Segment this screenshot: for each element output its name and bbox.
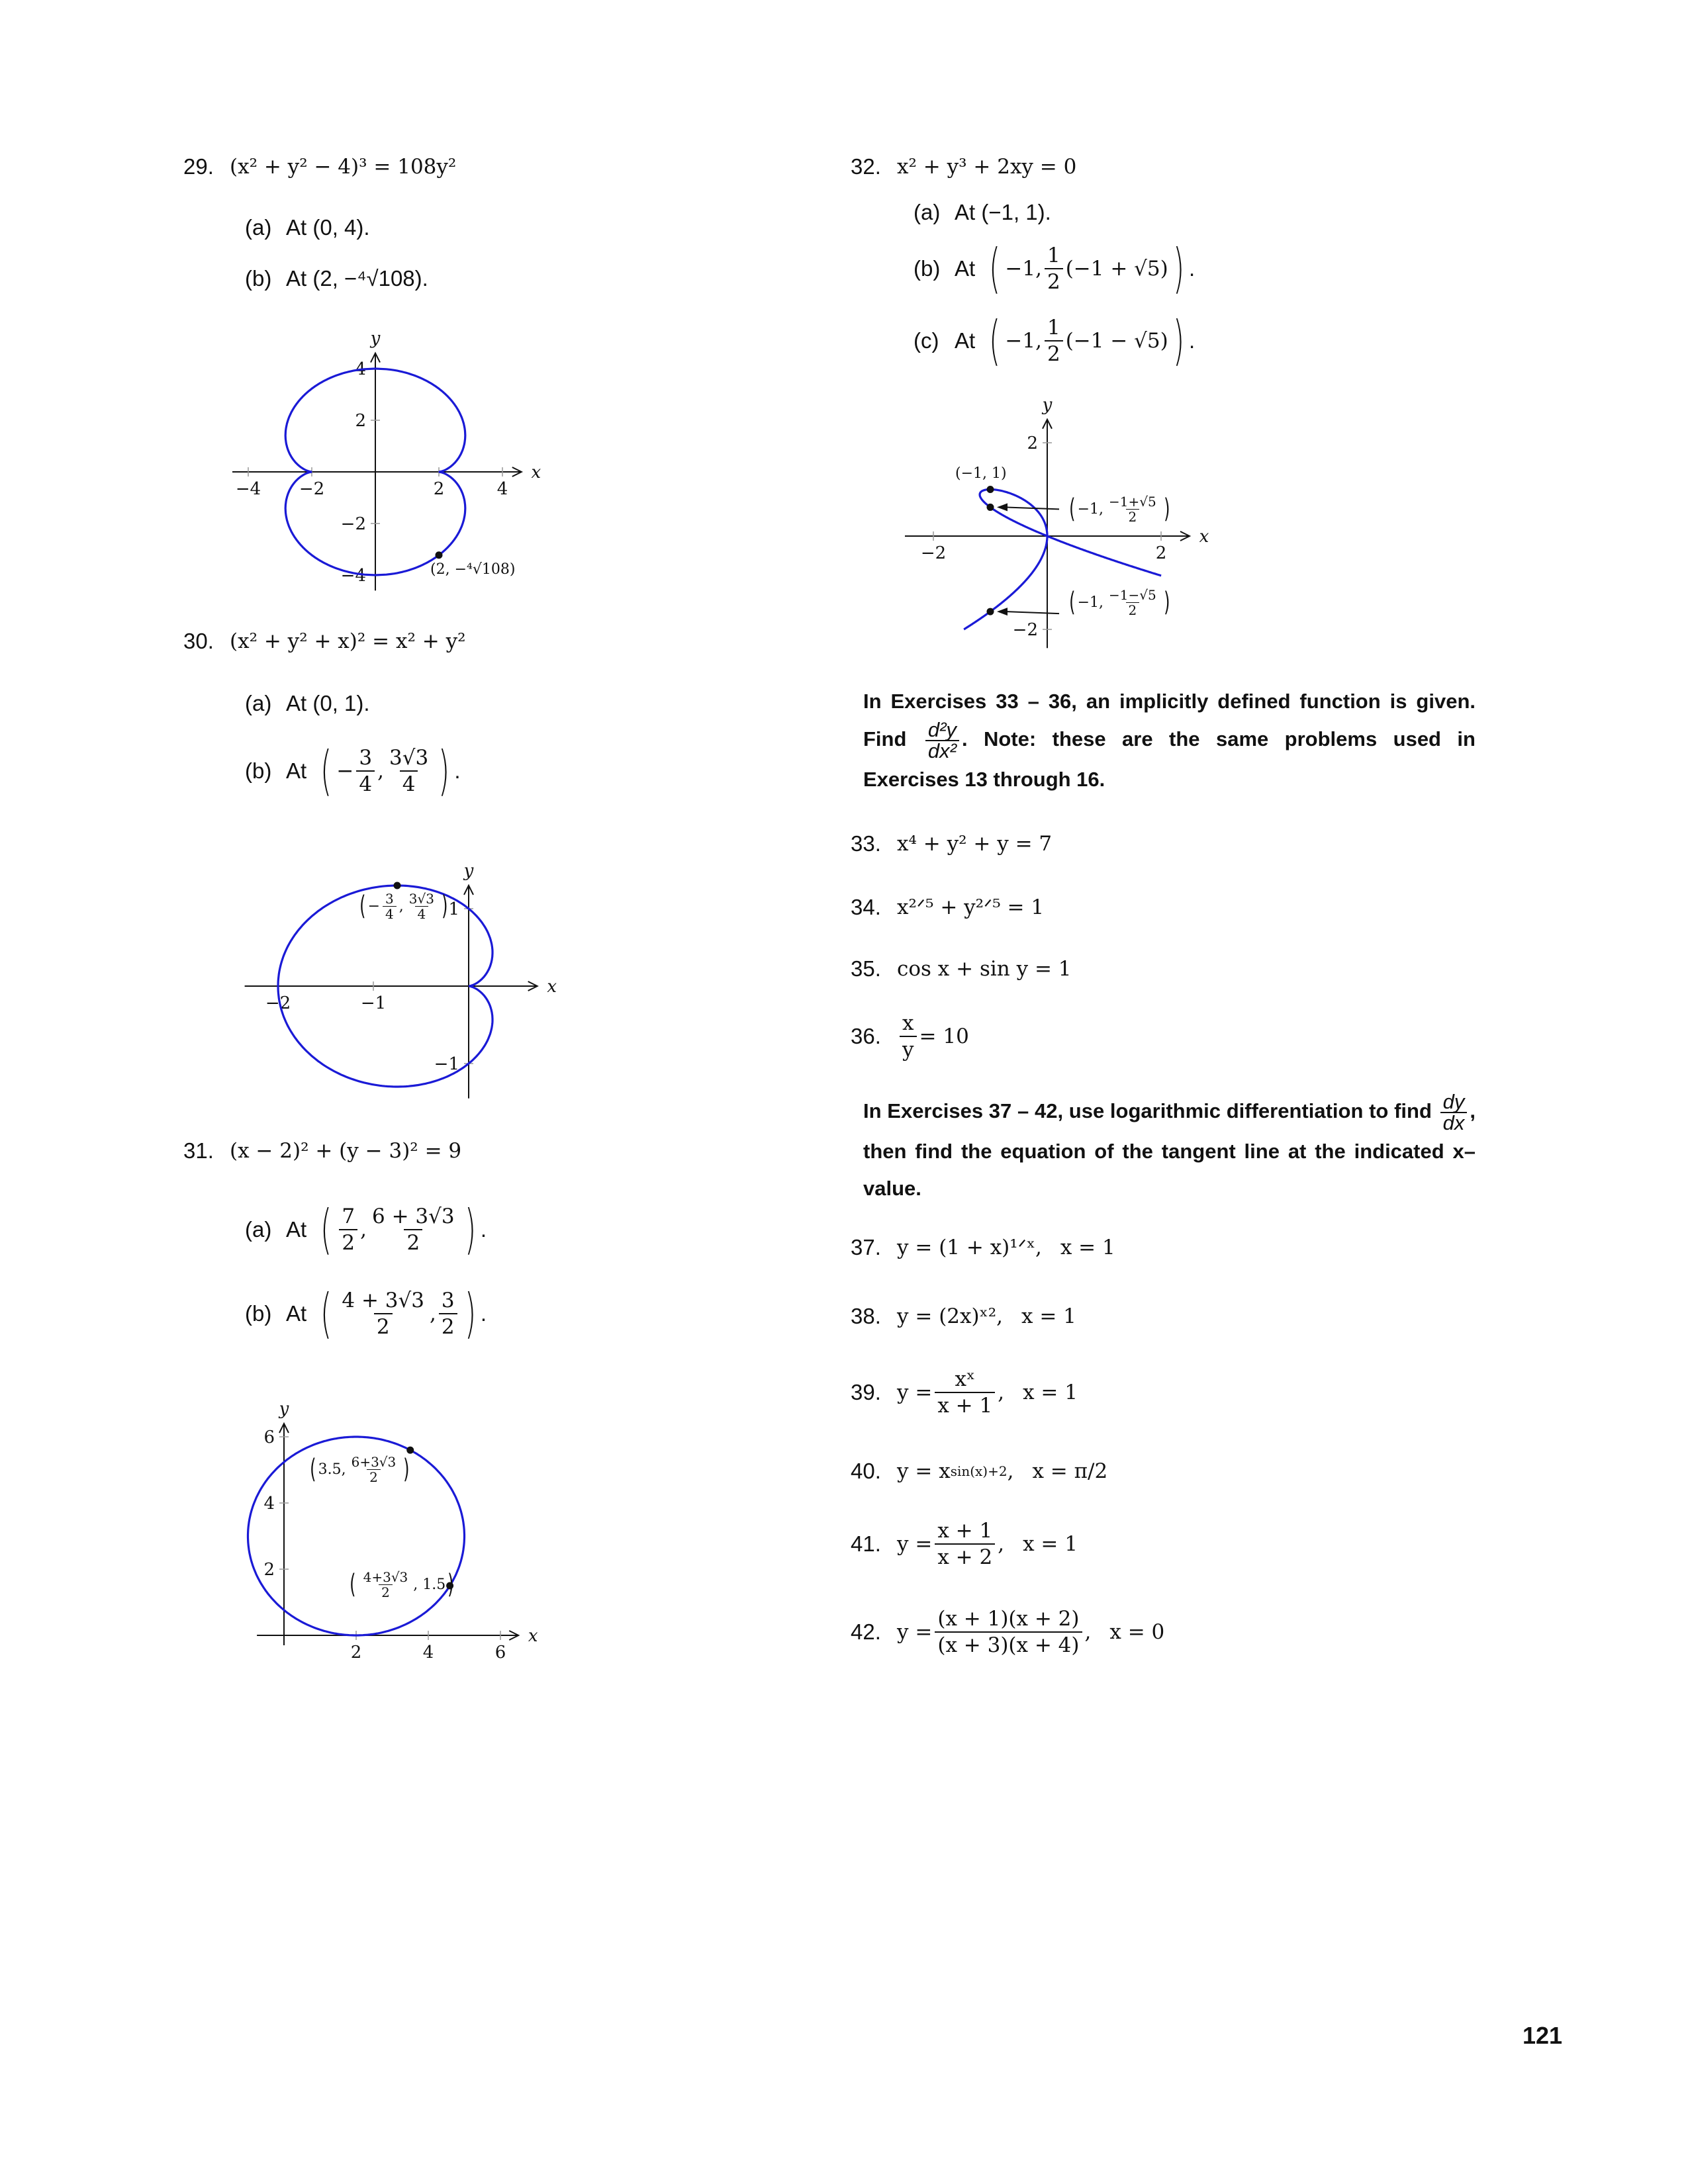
- denominator: 2: [379, 1584, 393, 1600]
- fraction: [356, 745, 375, 797]
- lhs: y =: [897, 1620, 933, 1644]
- numerator: 6+3√3: [351, 1453, 397, 1470]
- g30-point-label: [357, 890, 450, 922]
- x-coordinate: −1,: [1005, 257, 1042, 281]
- g31-x-tick-label: 6: [494, 1643, 506, 1662]
- equation: (x² + y² − 4)³ = 108y²: [230, 155, 457, 179]
- denominator: y: [900, 1036, 917, 1062]
- g29-x-tick-label: −2: [299, 479, 325, 499]
- exercise-29: [183, 154, 456, 180]
- left-paren: (: [320, 1283, 332, 1344]
- numerator: 4+3√3: [363, 1569, 408, 1585]
- exercise-32: [851, 154, 1076, 180]
- denominator: 4: [356, 770, 375, 797]
- exercise-number: 36.: [851, 1024, 881, 1048]
- denominator: 4: [400, 770, 418, 797]
- g32-arrow-line: [1006, 612, 1059, 614]
- comma: ,: [1007, 1459, 1014, 1483]
- equation: y = x: [897, 1459, 951, 1483]
- right-paren: ): [1172, 310, 1184, 371]
- fraction: [406, 891, 437, 921]
- exercise-38: [851, 1303, 1076, 1330]
- numerator: 3√3: [408, 890, 434, 907]
- right-paren: ): [464, 1199, 476, 1260]
- right-paren: ): [403, 1454, 410, 1484]
- numerator: (x + 1)(x + 2): [937, 1607, 1080, 1631]
- g31-point-label-2: [348, 1569, 456, 1600]
- x-coordinate: −1,: [1005, 329, 1042, 353]
- exponent: sin(x)+2: [950, 1463, 1008, 1479]
- x-value: x = 1: [1023, 1532, 1078, 1556]
- denominator: 4: [415, 906, 429, 921]
- numerator: −1−√5: [1109, 586, 1156, 603]
- exercise-number: 34.: [851, 895, 881, 919]
- part-text: At (2, −⁴√108).: [286, 266, 428, 291]
- numerator: dy: [1442, 1090, 1465, 1113]
- part-label: (a): [245, 215, 272, 240]
- part-label: (a): [245, 1217, 272, 1242]
- numerator: 6 + 3√3: [372, 1205, 455, 1228]
- g30-y-tick-label: 1: [448, 899, 459, 919]
- instruction-text: , then find the equation of the tangent line at the indicated x–value.: [863, 1099, 1476, 1200]
- at-text: At: [955, 328, 976, 353]
- instruction-text: . Note: these are the same problems used in Exercises 13 through 16.: [863, 727, 1476, 791]
- left-paren: (: [310, 1454, 316, 1484]
- numerator: 3: [359, 746, 373, 770]
- equation-rhs: = 10: [919, 1024, 969, 1048]
- exercise-30a: [245, 690, 370, 717]
- fraction: [349, 1455, 399, 1484]
- x-value: x = 1: [1060, 1236, 1115, 1259]
- g32-arrowhead-icon: [997, 608, 1008, 615]
- comma: ,: [998, 1532, 1005, 1556]
- exercise-42: [851, 1606, 1164, 1659]
- exercise-34: [851, 894, 1044, 921]
- exercise-29a: [245, 214, 370, 241]
- page-number: 121: [1523, 2022, 1563, 2049]
- g29-x-tick-label: 2: [433, 479, 445, 499]
- left-paren: (: [320, 1199, 332, 1260]
- part-label: (b): [245, 266, 272, 291]
- g29-point: [436, 551, 443, 559]
- g32-point-label-1: (−1, 1): [955, 465, 1007, 482]
- part-label: (b): [914, 256, 941, 281]
- exercise-32a: [914, 199, 1051, 226]
- g32-arrowhead-icon: [997, 503, 1008, 511]
- equation: y = (1 + x)¹ᐟˣ,: [897, 1236, 1042, 1259]
- fraction: [1106, 588, 1159, 617]
- period: .: [480, 1217, 487, 1242]
- exercise-number: 31.: [183, 1138, 214, 1163]
- exercise-33: [851, 831, 1052, 857]
- part-text: At (0, 4).: [286, 215, 370, 240]
- left-paren: (: [989, 310, 1001, 371]
- at-text: At: [955, 256, 976, 281]
- denominator: dx: [1440, 1112, 1468, 1133]
- exercise-number: 33.: [851, 831, 881, 856]
- part-label: (b): [245, 1301, 272, 1326]
- g30-point: [394, 882, 401, 889]
- left-paren: (: [320, 740, 332, 801]
- denominator: 2: [1045, 268, 1063, 295]
- g32-y-tick-label: 2: [1027, 433, 1038, 453]
- exercise-number: 40.: [851, 1459, 881, 1483]
- x-coordinate: −1,: [1077, 594, 1104, 611]
- g31-y-tick-label: 2: [263, 1560, 275, 1580]
- g29-y-tick-label: 2: [355, 411, 366, 431]
- left-paren: (: [359, 891, 366, 921]
- fraction: [935, 1606, 1082, 1658]
- period: .: [1188, 256, 1196, 281]
- exercise-32c: [914, 310, 1196, 371]
- exercise-30b: [245, 740, 461, 801]
- part-label: (a): [245, 691, 272, 715]
- lhs: y =: [897, 1381, 933, 1404]
- equation: y = (2x)ˣ²,: [897, 1304, 1004, 1328]
- x-value: x = 1: [1021, 1304, 1076, 1328]
- comma: ,: [360, 1218, 367, 1242]
- g32-point: [987, 504, 994, 511]
- right-paren: ): [438, 740, 450, 801]
- denominator: 2: [367, 1469, 381, 1484]
- fraction: [1045, 243, 1063, 295]
- second-derivative-fraction: [925, 720, 959, 761]
- numerator: 3√3: [389, 746, 429, 770]
- g29-x-tick-label: 4: [496, 479, 508, 499]
- g32-x-tick-label: 2: [1155, 543, 1167, 563]
- right-paren: ): [464, 1283, 476, 1344]
- g31-y-axis-label: y: [279, 1399, 289, 1419]
- factor: (−1 + √5): [1065, 257, 1168, 281]
- x-value: x = 0: [1109, 1620, 1165, 1644]
- lhs: y =: [897, 1532, 933, 1556]
- left-paren: (: [1069, 587, 1076, 617]
- denominator: 2: [374, 1313, 393, 1340]
- numerator: x: [902, 1011, 914, 1035]
- part-text: At (−1, 1).: [955, 200, 1051, 224]
- instructions-37-42: [863, 1092, 1476, 1207]
- period: .: [480, 1301, 487, 1326]
- numerator: x + 1: [937, 1519, 993, 1543]
- denominator: x + 1: [935, 1392, 995, 1418]
- g32-y-tick-label: −2: [1012, 620, 1038, 640]
- denominator: x + 2: [935, 1543, 995, 1570]
- g29-y-axis-label: y: [370, 328, 381, 349]
- at-text: At: [286, 1301, 307, 1326]
- exercise-number: 32.: [851, 154, 881, 179]
- g29-point-label: (2, −⁴√108): [430, 561, 516, 578]
- numerator: −1+√5: [1109, 493, 1156, 510]
- x-value: x = 1: [1023, 1381, 1078, 1404]
- g29-x-axis-label: x: [531, 463, 541, 482]
- exercise-30: [183, 628, 466, 655]
- numerator: d²y: [927, 718, 957, 741]
- right-paren: ): [1172, 238, 1184, 299]
- fraction: [439, 1288, 457, 1340]
- g29-y-tick-label: −2: [340, 514, 366, 534]
- g29-y-tick-label: 4: [355, 359, 366, 379]
- at-text: At: [286, 758, 307, 783]
- denominator: 2: [439, 1313, 457, 1340]
- numerator: 7: [342, 1205, 355, 1228]
- g29-x-tick-label: −4: [235, 479, 261, 499]
- fraction: [361, 1570, 411, 1600]
- equation: (x² + y² + x)² = x² + y²: [230, 629, 466, 653]
- numerator: 4 + 3√3: [342, 1289, 425, 1312]
- fraction: [369, 1204, 457, 1255]
- comma: ,: [998, 1381, 1005, 1404]
- comma: ,: [430, 1302, 436, 1326]
- fraction: [387, 745, 431, 797]
- fraction: [935, 1367, 995, 1418]
- numerator: 3: [441, 1289, 455, 1312]
- period: .: [454, 758, 461, 783]
- denominator: 2: [1126, 509, 1140, 524]
- exercise-31b: [245, 1283, 487, 1344]
- comma: ,: [1084, 1620, 1092, 1644]
- fraction: [935, 1518, 995, 1570]
- equation: (x − 2)² + (y − 3)² = 9: [230, 1139, 462, 1163]
- exercise-31a: [245, 1199, 487, 1260]
- g30-x-tick-label: −2: [265, 993, 291, 1013]
- denominator: (x + 3)(x + 4): [935, 1631, 1082, 1658]
- exercise-41: [851, 1518, 1078, 1570]
- numerator: xˣ: [955, 1367, 976, 1391]
- exercise-37: [851, 1234, 1115, 1261]
- right-paren: ): [1163, 494, 1170, 524]
- left-paren: (: [1069, 494, 1076, 524]
- g32-x-tick-label: −2: [920, 543, 947, 563]
- exercise-number: 41.: [851, 1531, 881, 1556]
- period: .: [1188, 328, 1196, 353]
- equation: x⁴ + y² + y = 7: [897, 832, 1053, 856]
- exercise-number: 37.: [851, 1235, 881, 1259]
- denominator: 4: [383, 906, 397, 921]
- instruction-text: In Exercises 33 – 36, an implicitly defined function is given. Find: [863, 690, 1476, 751]
- g31-point: [406, 1447, 414, 1454]
- exercise-35: [851, 956, 1072, 982]
- x-coordinate: −1,: [1077, 500, 1104, 518]
- exercise-number: 38.: [851, 1304, 881, 1328]
- g31-y-tick-label: 4: [263, 1494, 275, 1514]
- denominator: 2: [1126, 602, 1140, 617]
- part-label: (c): [914, 328, 939, 353]
- g31-y-tick-label: 6: [263, 1428, 275, 1447]
- factor: (−1 − √5): [1065, 329, 1168, 353]
- g30-y-axis-label: y: [463, 860, 474, 881]
- g32-point-label-2: [1067, 493, 1172, 525]
- left-paren: (: [350, 1569, 356, 1600]
- fraction: [1106, 494, 1159, 524]
- denominator: 2: [339, 1229, 357, 1255]
- exercise-number: 35.: [851, 956, 881, 981]
- instructions-33-36: [863, 683, 1476, 798]
- right-paren: ): [1163, 587, 1170, 617]
- g31-x-tick-label: 2: [350, 1643, 362, 1662]
- x-coordinate: 3.5,: [318, 1461, 346, 1478]
- g32-point: [987, 486, 994, 493]
- part-label: (b): [245, 758, 272, 783]
- exercise-number: 30.: [183, 629, 214, 653]
- g32-y-axis-label: y: [1042, 394, 1053, 415]
- g32-point-label-3: [1067, 586, 1172, 618]
- denominator: 2: [1045, 340, 1063, 367]
- g31-point-label-1: [308, 1453, 412, 1485]
- g32-x-axis-label: x: [1199, 527, 1209, 547]
- g31-x-axis-label: x: [528, 1626, 538, 1646]
- right-paren: ): [442, 891, 448, 921]
- g32-point: [987, 608, 994, 615]
- exercise-32b: [914, 238, 1196, 299]
- g30-y-tick-label: −1: [434, 1054, 459, 1074]
- fraction: [339, 1288, 427, 1340]
- exercise-36: [851, 1010, 969, 1063]
- exercise-31: [183, 1138, 461, 1164]
- denominator: 2: [404, 1229, 422, 1255]
- x-value: x = π/2: [1032, 1459, 1108, 1483]
- fraction: [383, 891, 397, 921]
- numerator: 1: [1047, 244, 1060, 267]
- derivative-fraction: [1440, 1092, 1468, 1133]
- g30-x-tick-label: −1: [360, 993, 387, 1013]
- exercise-29b: [245, 265, 428, 292]
- exercise-number: 29.: [183, 154, 214, 179]
- exercise-40: [851, 1458, 1107, 1484]
- numerator: 3: [385, 890, 394, 907]
- equation: x² + y³ + 2xy = 0: [897, 155, 1077, 179]
- fraction: [1045, 315, 1063, 367]
- denominator: dx²: [925, 740, 959, 761]
- fraction: [339, 1204, 357, 1255]
- exercise-number: 42.: [851, 1619, 881, 1644]
- left-paren: (: [989, 238, 1001, 299]
- g29-y-tick-label: −4: [340, 566, 366, 586]
- equation: cos x + sin y = 1: [897, 957, 1072, 981]
- comma: ,: [399, 897, 404, 915]
- numerator: 1: [1047, 316, 1060, 340]
- equation: x²ᐟ⁵ + y²ᐟ⁵ = 1: [897, 895, 1045, 919]
- minus-sign: −: [336, 759, 354, 783]
- at-text: At: [286, 1217, 307, 1242]
- g30-x-axis-label: x: [547, 977, 557, 997]
- fraction: [900, 1011, 917, 1062]
- g31-x-tick-label: 4: [422, 1643, 434, 1662]
- right-paren: ): [447, 1569, 454, 1600]
- comma: ,: [377, 759, 384, 783]
- minus: −: [367, 897, 381, 915]
- exercise-number: 39.: [851, 1380, 881, 1404]
- exercise-39: [851, 1366, 1078, 1419]
- instruction-text: In Exercises 37 – 42, use logarithmic differentiation to find: [863, 1099, 1432, 1123]
- part-label: (a): [914, 200, 941, 224]
- y-coordinate: , 1.5: [413, 1576, 446, 1593]
- part-text: At (0, 1).: [286, 691, 370, 715]
